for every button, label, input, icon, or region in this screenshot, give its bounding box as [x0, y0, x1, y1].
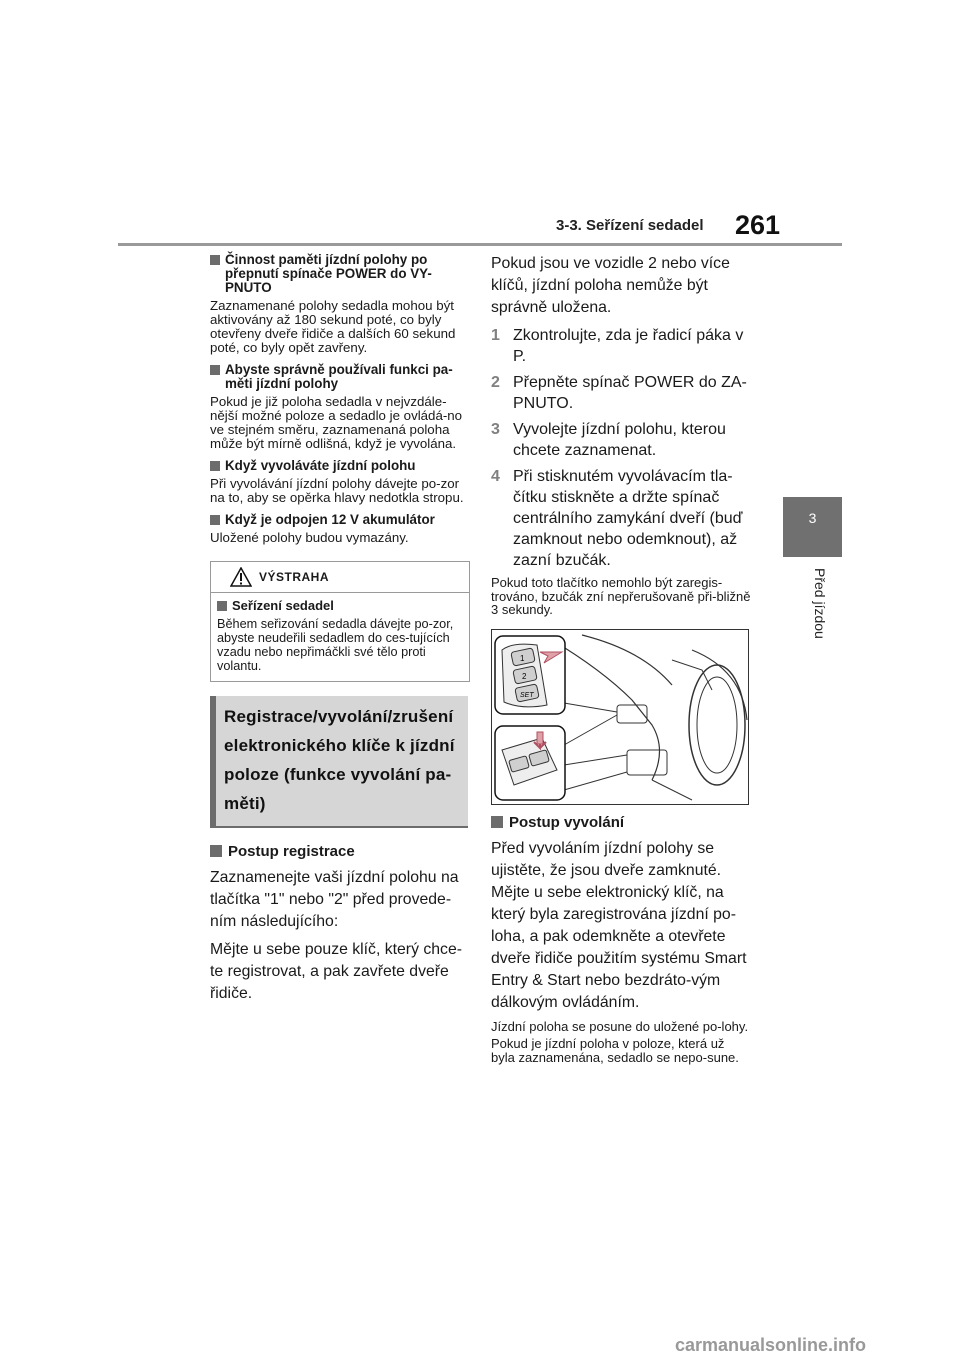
paragraph: Pokud je již poloha sedadla v nejvzdále-nější možné poloze a sedadlo je ovládá-no ve stejném směru, zaznamenaná poloha může být mírně odlišná, když je vyvolána.	[210, 394, 463, 451]
right-column	[491, 253, 751, 1074]
square-bullet-icon	[210, 515, 220, 525]
subheading: Když vyvoláváte jízdní polohu	[210, 459, 470, 473]
square-bullet-icon	[217, 601, 227, 611]
warning-box	[210, 561, 470, 682]
square-bullet-icon	[210, 845, 222, 857]
header-rule	[118, 243, 842, 246]
warning-title: VÝSTRAHA	[259, 570, 330, 584]
chapter-label: Před jízdou	[812, 568, 828, 639]
watermark: carmanualsonline.info	[675, 1335, 867, 1355]
paragraph: Uložené polohy budou vymazány.	[210, 530, 409, 545]
section-heading	[210, 696, 468, 828]
step-item: 4 Při stisknutém vyvolávacím tla-čítku stiskněte a držte spínač centrálního zamykání dveří (buď zamknout nebo odemknout), až zazní bzučák.	[491, 468, 743, 569]
warning-triangle-icon	[230, 567, 252, 587]
step-number: 3	[491, 421, 500, 438]
subheading: Seřízení sedadel	[217, 599, 465, 613]
note: Pokud toto tlačítko nemohlo být zaregis-trováno, bzučák zní nepřerušovaně při-bližně 3 sekundy.	[491, 575, 751, 617]
set-button-label: SET	[520, 691, 534, 699]
illustration	[491, 629, 749, 805]
step-item: 3 Vyvolejte jízdní polohu, kterou chcete zaznamenat.	[491, 421, 726, 459]
subheading: Činnost paměti jízdní polohy po přepnutí spínače POWER do VY-PNUTO	[210, 253, 470, 295]
section-heading-line: poloze (funkce vyvolání pa-	[224, 765, 452, 784]
section-title: 3-3. Seřízení sedadel	[556, 217, 704, 234]
section-heading-line: elektronického klíče k jízdní	[224, 736, 455, 755]
chapter-tab: 3	[783, 497, 842, 557]
paragraph: Mějte u sebe pouze klíč, který chce-te registrovat, a pak zavřete dveře řidiče.	[210, 941, 462, 1002]
note: Jízdní poloha se posune do uložené po-lohy.	[491, 1018, 749, 1034]
square-bullet-icon	[210, 461, 220, 471]
step-number: 1	[491, 327, 500, 344]
step-number: 4	[491, 468, 500, 485]
procedure-heading: Postup registrace	[210, 842, 470, 861]
square-bullet-icon	[210, 365, 220, 375]
note: Pokud je jízdní poloha v poloze, která už byla zaznamenána, sedadlo se nepo-sune.	[491, 1036, 739, 1065]
square-bullet-icon	[210, 255, 220, 265]
memory-button-1-label: 1	[520, 653, 525, 663]
paragraph: Během seřizování sedadla dávejte po-zor, abyste neudeřili sedadlem do ces-tujících vzadu nebo nepřimáčkli své tělo proti volantu.	[217, 617, 454, 673]
procedure-heading: Postup vyvolání	[491, 813, 751, 832]
square-bullet-icon	[491, 816, 503, 828]
paragraph: Při vyvolávání jízdní polohy dávejte po-zor na to, aby se opěrka hlavy nedotkla stropu.	[210, 476, 464, 505]
door-panel-illustration	[492, 630, 748, 804]
paragraph: Zaznamenejte vaši jízdní polohu na tlačítka "1" nebo "2" před provede-ním následujícího:	[210, 869, 459, 930]
step-number: 2	[491, 374, 500, 391]
memory-button-2-label: 2	[522, 671, 527, 681]
section-heading-line: měti)	[224, 794, 266, 813]
warning-body	[211, 593, 469, 681]
page-number: 261	[735, 210, 781, 240]
subheading: Abyste správně používali funkci pa-měti jízdní polohy	[210, 363, 470, 391]
warning-header	[211, 562, 469, 593]
step-item: 2 Přepněte spínač POWER do ZA-PNUTO.	[491, 374, 747, 412]
subheading: Když je odpojen 12 V akumulátor	[210, 513, 470, 527]
left-column	[210, 253, 470, 1011]
section-heading-line: Registrace/vyvolání/zrušení	[224, 707, 454, 726]
paragraph: Zaznamenané polohy sedadla mohou být aktivovány až 180 sekund poté, co byly otevřeny dveře řidiče a dalších 60 sekund poté, co byly opět zavřeny.	[210, 298, 456, 355]
paragraph: Před vyvoláním jízdní polohy se ujistěte, že jsou dveře zamknuté. Mějte u sebe elektronický klíč, na který byla zaregistrována jízdní po-loha, a pak odemkněte a otevřete dveře řidiče použitím systému Smart Entry & Start nebo bezdráto-vým dálkovým ovládáním.	[491, 839, 747, 1011]
step-item: 1 Zkontrolujte, zda je řadicí páka v P.	[491, 327, 744, 365]
paragraph: Pokud jsou ve vozidle 2 nebo více klíčů, jízdní poloha nemůže být správně uložena.	[491, 255, 730, 316]
